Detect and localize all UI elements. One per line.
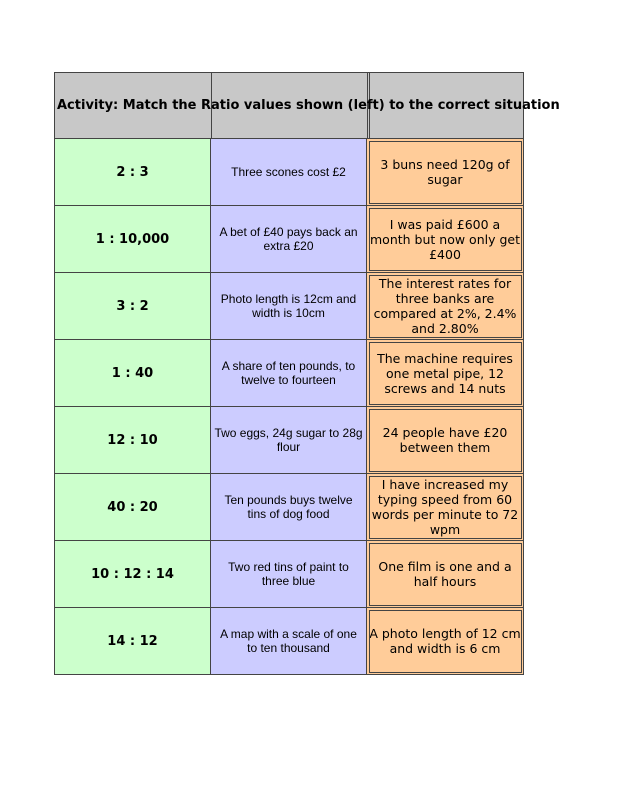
situation-cell: Two eggs, 24g sugar to 28g flour	[211, 407, 367, 474]
table-row	[54, 541, 524, 608]
activity-title: Activity: Match the Ratio values shown (left) to the correct situation	[57, 98, 560, 113]
ratio-cell: 1 : 40	[54, 340, 211, 407]
ratio-cell: 40 : 20	[54, 474, 211, 541]
table-row	[54, 340, 524, 407]
table-row	[54, 139, 524, 206]
situation-cell: A share of ten pounds, to twelve to fourteen	[211, 340, 367, 407]
situation-cell: A photo length of 12 cm and width is 6 cm	[367, 608, 524, 675]
situation-cell: I have increased my typing speed from 60 words per minute to 72 wpm	[367, 474, 524, 541]
table-header	[54, 72, 560, 139]
table-row	[54, 608, 524, 675]
ratio-cell: 12 : 10	[54, 407, 211, 474]
ratio-cell: 3 : 2	[54, 273, 211, 340]
table-row	[54, 206, 524, 273]
table-row	[54, 273, 524, 340]
situation-cell: Photo length is 12cm and width is 10cm	[211, 273, 367, 340]
situation-cell: Ten pounds buys twelve tins of dog food	[211, 474, 367, 541]
situation-cell: Two red tins of paint to three blue	[211, 541, 367, 608]
situation-cell: A bet of £40 pays back an extra £20	[211, 206, 367, 273]
situation-cell: The interest rates for three banks are compared at 2%, 2.4% and 2.80%	[367, 273, 524, 340]
situation-cell: Three scones cost £2	[211, 139, 367, 206]
ratio-cell: 2 : 3	[54, 139, 211, 206]
situation-cell: 24 people have £20 between them	[367, 407, 524, 474]
situation-cell: A map with a scale of one to ten thousand	[211, 608, 367, 675]
ratio-matching-table	[54, 72, 560, 675]
ratio-cell: 14 : 12	[54, 608, 211, 675]
table-row	[54, 407, 524, 474]
ratio-cell: 1 : 10,000	[54, 206, 211, 273]
ratio-cell: 10 : 12 : 14	[54, 541, 211, 608]
situation-cell: I was paid £600 a month but now only get £400	[367, 206, 524, 273]
table-row	[54, 474, 524, 541]
situation-cell: 3 buns need 120g of sugar	[367, 139, 524, 206]
situation-cell: One film is one and a half hours	[367, 541, 524, 608]
situation-cell: The machine requires one metal pipe, 12 screws and 14 nuts	[367, 340, 524, 407]
